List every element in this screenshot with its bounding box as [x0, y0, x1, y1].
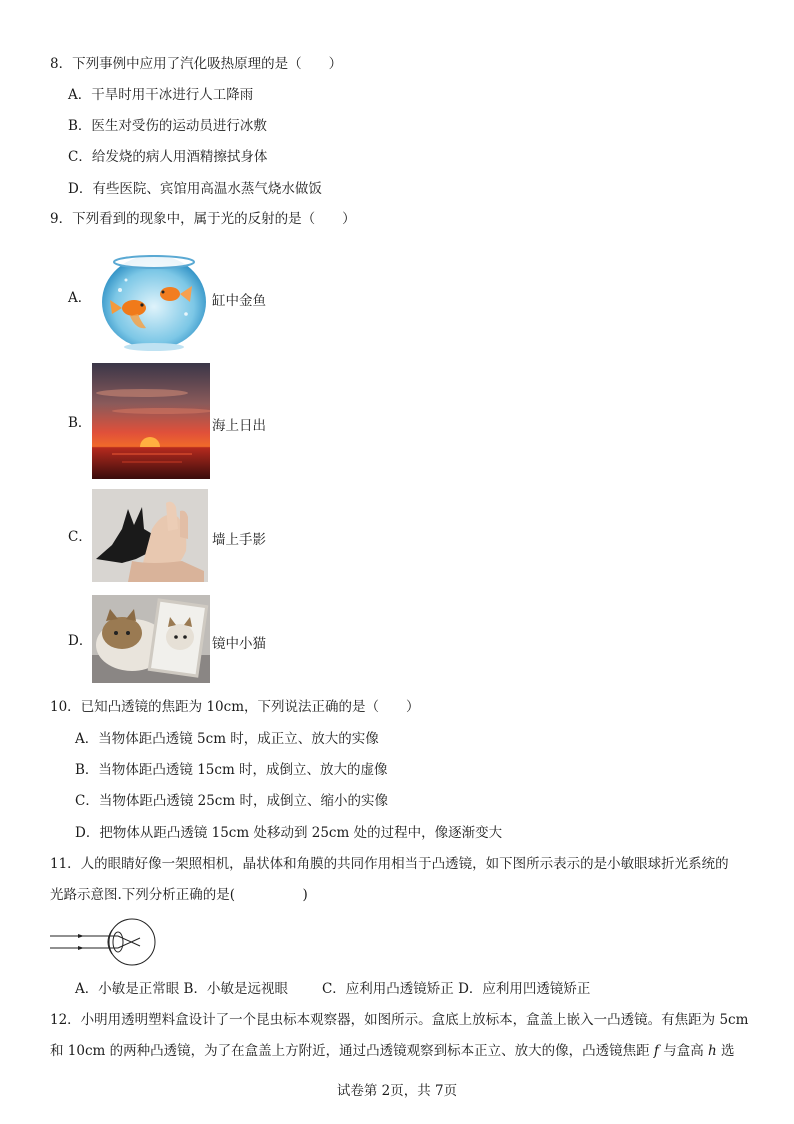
question-12-line1: 12．小明用透明塑料盒设计了一个昆虫标本观察器，如图所示。盒底上放标本，盒盖上嵌入一凸透镜。有焦距为 5cm — [50, 1012, 749, 1028]
box-height-variable: h — [708, 1043, 717, 1059]
question-10-option-d: D．把物体从距凸透镜 15cm 处移动到 25cm 处的过程中，像逐渐变大 — [75, 825, 503, 841]
question-8-stem: 8．下列事例中应用了汽化吸热原理的是（ ） — [50, 56, 343, 72]
eye-light-path-diagram — [48, 916, 160, 968]
question-11-options — [75, 980, 590, 998]
question-11-option-b: B．小敏是远视眼 — [183, 981, 288, 997]
question-10-option-c: C．当物体距凸透镜 25cm 时，成倒立、缩小的实像 — [75, 793, 388, 809]
page-footer: 试卷第 2页，共 7页 — [336, 1083, 458, 1099]
question-9-option-a-label: 缸中金鱼 — [212, 293, 266, 309]
question-9-option-a-letter: A． — [68, 290, 92, 306]
question-9-option-b-label: 海上日出 — [212, 418, 266, 434]
question-11-option-d: D．应利用凹透镜矫正 — [458, 981, 591, 997]
hand-shadow-photo — [92, 489, 208, 582]
focal-length-variable: f — [653, 1043, 659, 1059]
question-12-line2-text-a: 和 10cm 的两种凸透镜，为了在盒盖上方附近，通过凸透镜观察到标本正立、放大的像，凸透镜焦距 — [50, 1043, 654, 1059]
question-9-option-c-letter: C． — [68, 529, 92, 545]
question-11-option-c: C．应利用凸透镜矫正 — [321, 981, 454, 997]
question-10-option-a: A．当物体距凸透镜 5cm 时，成正立、放大的实像 — [75, 731, 379, 747]
question-9-option-c-label: 墙上手影 — [212, 532, 266, 548]
question-10-option-b: B．当物体距凸透镜 15cm 时，成倒立、放大的虚像 — [75, 762, 388, 778]
question-8-option-c: C．给发烧的病人用酒精擦拭身体 — [68, 149, 268, 165]
question-8-option-b: B．医生对受伤的运动员进行冰敷 — [68, 118, 267, 134]
question-11-stem-line1: 11．人的眼睛好像一架照相机，晶状体和角膜的共同作用相当于凸透镜，如下图所示表示的是小敏眼球折光系统的 — [50, 856, 729, 872]
question-8-option-a: A．干旱时用干冰进行人工降雨 — [68, 87, 254, 103]
cat-mirror-photo — [92, 595, 210, 683]
question-12-line2-text-b: 与盒高 — [658, 1043, 709, 1059]
question-12-line2 — [50, 1042, 735, 1060]
question-8-option-d: D．有些医院、宾馆用高温水蒸气烧水做饭 — [68, 181, 322, 197]
question-9-option-b-letter: B． — [68, 415, 92, 431]
question-10-stem: 10．已知凸透镜的焦距为 10cm，下列说法正确的是（ ） — [50, 699, 420, 715]
question-9-option-d-letter: D． — [68, 633, 93, 649]
goldfish-bowl-photo — [100, 250, 208, 353]
question-11-option-a: A．小敏是正常眼 — [75, 981, 180, 997]
question-9-stem: 9．下列看到的现象中，属于光的反射的是（ ） — [50, 211, 356, 227]
sunrise-over-sea-photo — [92, 363, 210, 479]
question-11-stem-line2: 光路示意图.下列分析正确的是( ) — [50, 887, 308, 903]
question-9-option-d-label: 镜中小猫 — [212, 636, 266, 652]
question-12-line2-text-c: 选 — [716, 1043, 735, 1059]
